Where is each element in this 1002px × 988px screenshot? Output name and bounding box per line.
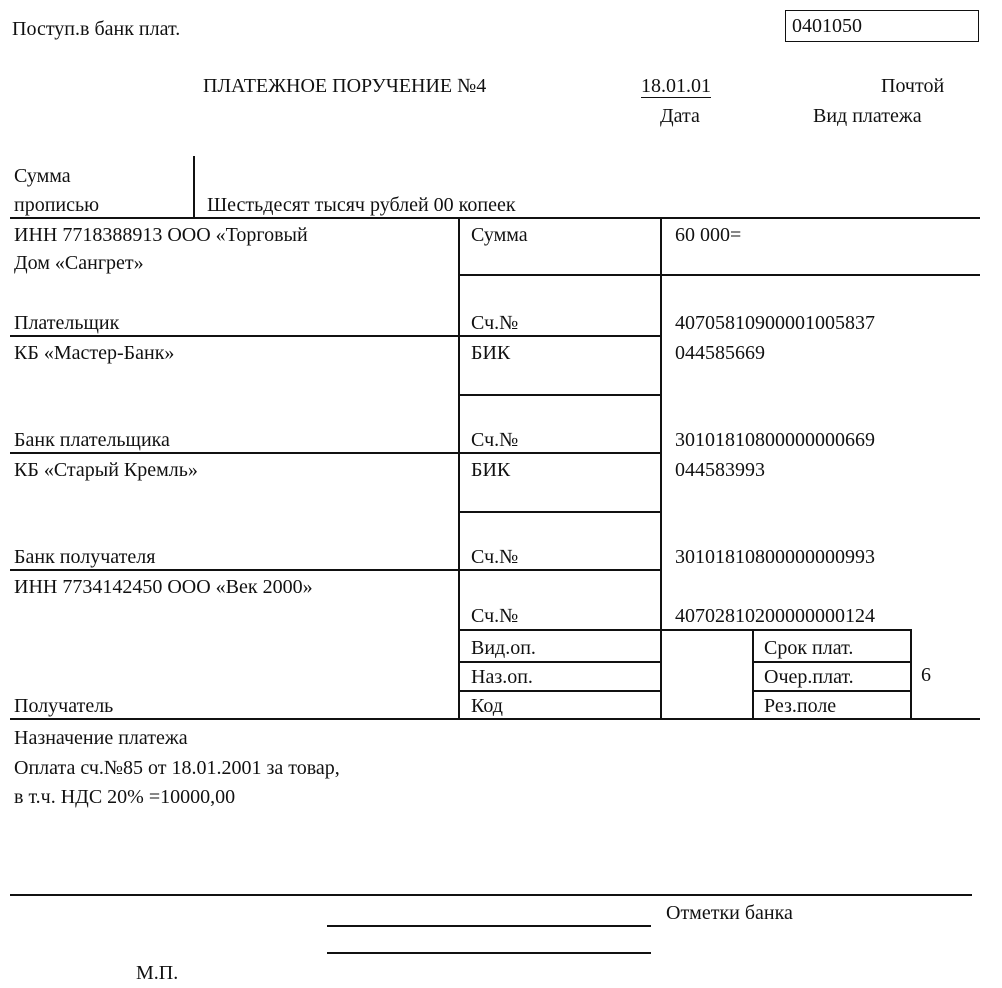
payer-account-value: 40705810900001005837: [675, 312, 875, 334]
op-type-border: [458, 661, 660, 663]
payment-priority-label: Очер.плат.: [764, 666, 854, 688]
payer-bank-account-value: 30101810800000000669: [675, 429, 875, 451]
form-code: 0401050: [792, 15, 862, 37]
signature-separator-line: [10, 894, 972, 896]
payee-name: ИНН 7734142450 ООО «Век 2000»: [14, 576, 313, 598]
operation-type-label: Вид.оп.: [471, 637, 536, 659]
payer-role-label: Плательщик: [14, 312, 120, 334]
payer-bank-bik-value: 044585669: [675, 342, 765, 364]
payer-line1: ИНН 7718388913 ООО «Торговый: [14, 224, 308, 246]
code-label: Код: [471, 695, 503, 717]
payer-account-label: Сч.№: [471, 312, 519, 334]
purpose-code-border: [458, 690, 660, 692]
payee-bank-bik-label: БИК: [471, 459, 511, 481]
priority-value-divider: [910, 629, 912, 718]
purpose-label: Назначение платежа: [14, 727, 188, 749]
payee-bank-row-border: [10, 569, 660, 571]
document-title: ПЛАТЕЖНОЕ ПОРУЧЕНИЕ №4: [203, 75, 487, 97]
received-in-bank-label: Поступ.в банк плат.: [12, 18, 181, 40]
payment-priority-value: 6: [921, 664, 931, 686]
table-top-border: [10, 217, 980, 219]
payee-bank-bik-value: 044583993: [675, 459, 765, 481]
payee-bank-bik-border: [458, 511, 660, 513]
payment-type-label: Вид платежа: [813, 105, 922, 127]
sum-row-border: [458, 274, 980, 276]
due-column-divider: [752, 629, 754, 718]
value-column-divider: [660, 217, 662, 718]
payer-bank-name: КБ «Мастер-Банк»: [14, 342, 175, 364]
payer-bank-bik-border: [458, 394, 660, 396]
payee-account-label: Сч.№: [471, 605, 519, 627]
payer-bank-row-border: [10, 452, 660, 454]
form-code-box: [785, 10, 979, 42]
payee-bank-name: КБ «Старый Кремль»: [14, 459, 198, 481]
payment-due-label: Срок плат.: [764, 637, 854, 659]
amount-words-divider: [193, 156, 195, 217]
payee-account-border: [458, 629, 910, 631]
payer-bank-bik-label: БИК: [471, 342, 511, 364]
purpose-code-label: Наз.оп.: [471, 666, 533, 688]
amount-words-value: Шестьдесят тысяч рублей 00 копеек: [207, 194, 516, 216]
amount-words-label-line1: Сумма: [14, 165, 71, 187]
amount-words-label-line2: прописью: [14, 194, 100, 216]
signature-line-2: [327, 952, 651, 954]
priority-border: [752, 690, 910, 692]
reserve-field-label: Рез.поле: [764, 695, 837, 717]
sum-label: Сумма: [471, 224, 528, 246]
payee-bank-role-label: Банк получателя: [14, 546, 156, 568]
payer-line2: Дом «Сангрет»: [14, 252, 144, 274]
payer-row-border: [10, 335, 660, 337]
due-border: [752, 661, 910, 663]
payee-role-label: Получатель: [14, 695, 114, 717]
payer-bank-account-label: Сч.№: [471, 429, 519, 451]
date-label: Дата: [660, 105, 700, 127]
document-date: 18.01.01: [641, 75, 711, 97]
signature-line-1: [327, 925, 651, 927]
bank-marks-label: Отметки банка: [666, 902, 793, 924]
label-column-divider: [458, 217, 460, 718]
table-bottom-border: [10, 718, 980, 720]
purpose-line2: в т.ч. НДС 20% =10000,00: [14, 786, 236, 808]
purpose-line1: Оплата сч.№85 от 18.01.2001 за товар,: [14, 757, 340, 779]
payee-bank-account-value: 30101810800000000993: [675, 546, 875, 568]
payee-account-value: 40702810200000000124: [675, 605, 875, 627]
payee-bank-account-label: Сч.№: [471, 546, 519, 568]
payment-type-value: Почтой: [881, 75, 945, 97]
stamp-place-label: М.П.: [136, 962, 179, 984]
sum-value: 60 000=: [675, 224, 742, 246]
payer-bank-role-label: Банк плательщика: [14, 429, 170, 451]
